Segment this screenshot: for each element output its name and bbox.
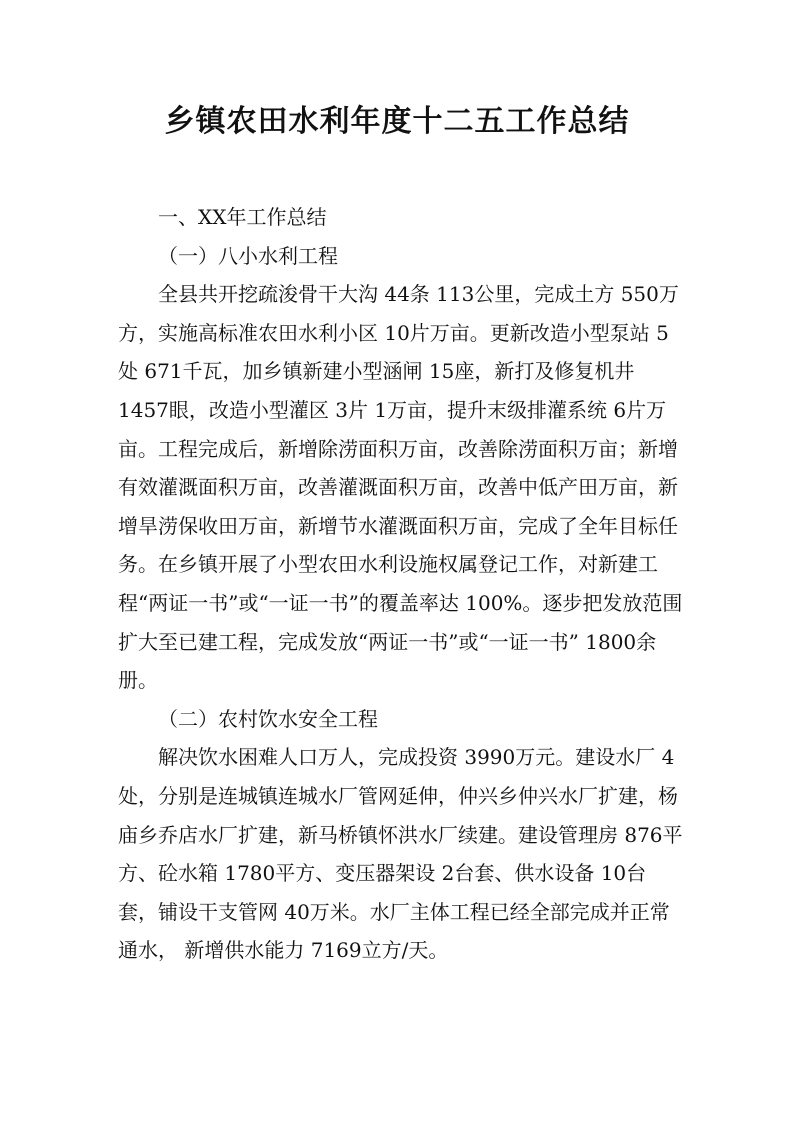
paragraph-irrigation: 全县共开挖疏浚骨干大沟 44条 113公里，完成土方 550万方，实施高标准农田水利小区 10片万亩。更新改造小型泵站 5处 671千瓦，加乡镇新建小型涵闸 15座，新打及修复机井 1457眼，改造小型灌区 3片 1万亩，提升末级排灌系统 6片万亩。工程完成后，新增除涝面积万亩，改善除涝面积万亩；新增有效灌溉面积万亩，改善灌溉面积万亩，改善中低产田万亩，新增旱涝保收田万亩，新增节水灌溉面积万亩，完成了全年目标任务。在乡镇开展了小型农田水利设施权属登记工作，对新建工程“两证一书”或“一证一书”的覆盖率达 100%。逐步把发放范围扩大至已建工程，完成发放“两证一书”或“一证一书” 1800余册。 — [118, 282, 683, 693]
subsection-heading-2: （二）农村饮水安全工程 — [158, 706, 378, 731]
section-heading-1: 一、XX年工作总结 — [158, 205, 327, 229]
subsection-heading-1: （一）八小水利工程 — [158, 243, 338, 268]
paragraph-drinking-water: 解决饮水困难人口万人，完成投资 3990万元。建设水厂 4处，分别是连城镇连城水厂管网延伸，仲兴乡仲兴水厂扩建，杨庙乡乔店水厂扩建，新马桥镇怀洪水厂续建。建设管理房 876平方、砼水箱 1780平方、变压器架设 2台套、供水设备 10台套，铺设干支管网 40万米。水厂主体工程已经全部完成并正常通水， 新增供水能力 7169立方/天。 — [118, 745, 683, 963]
document-body — [118, 198, 684, 970]
document-title: 乡镇农田水利年度十二五工作总结 — [164, 104, 630, 139]
